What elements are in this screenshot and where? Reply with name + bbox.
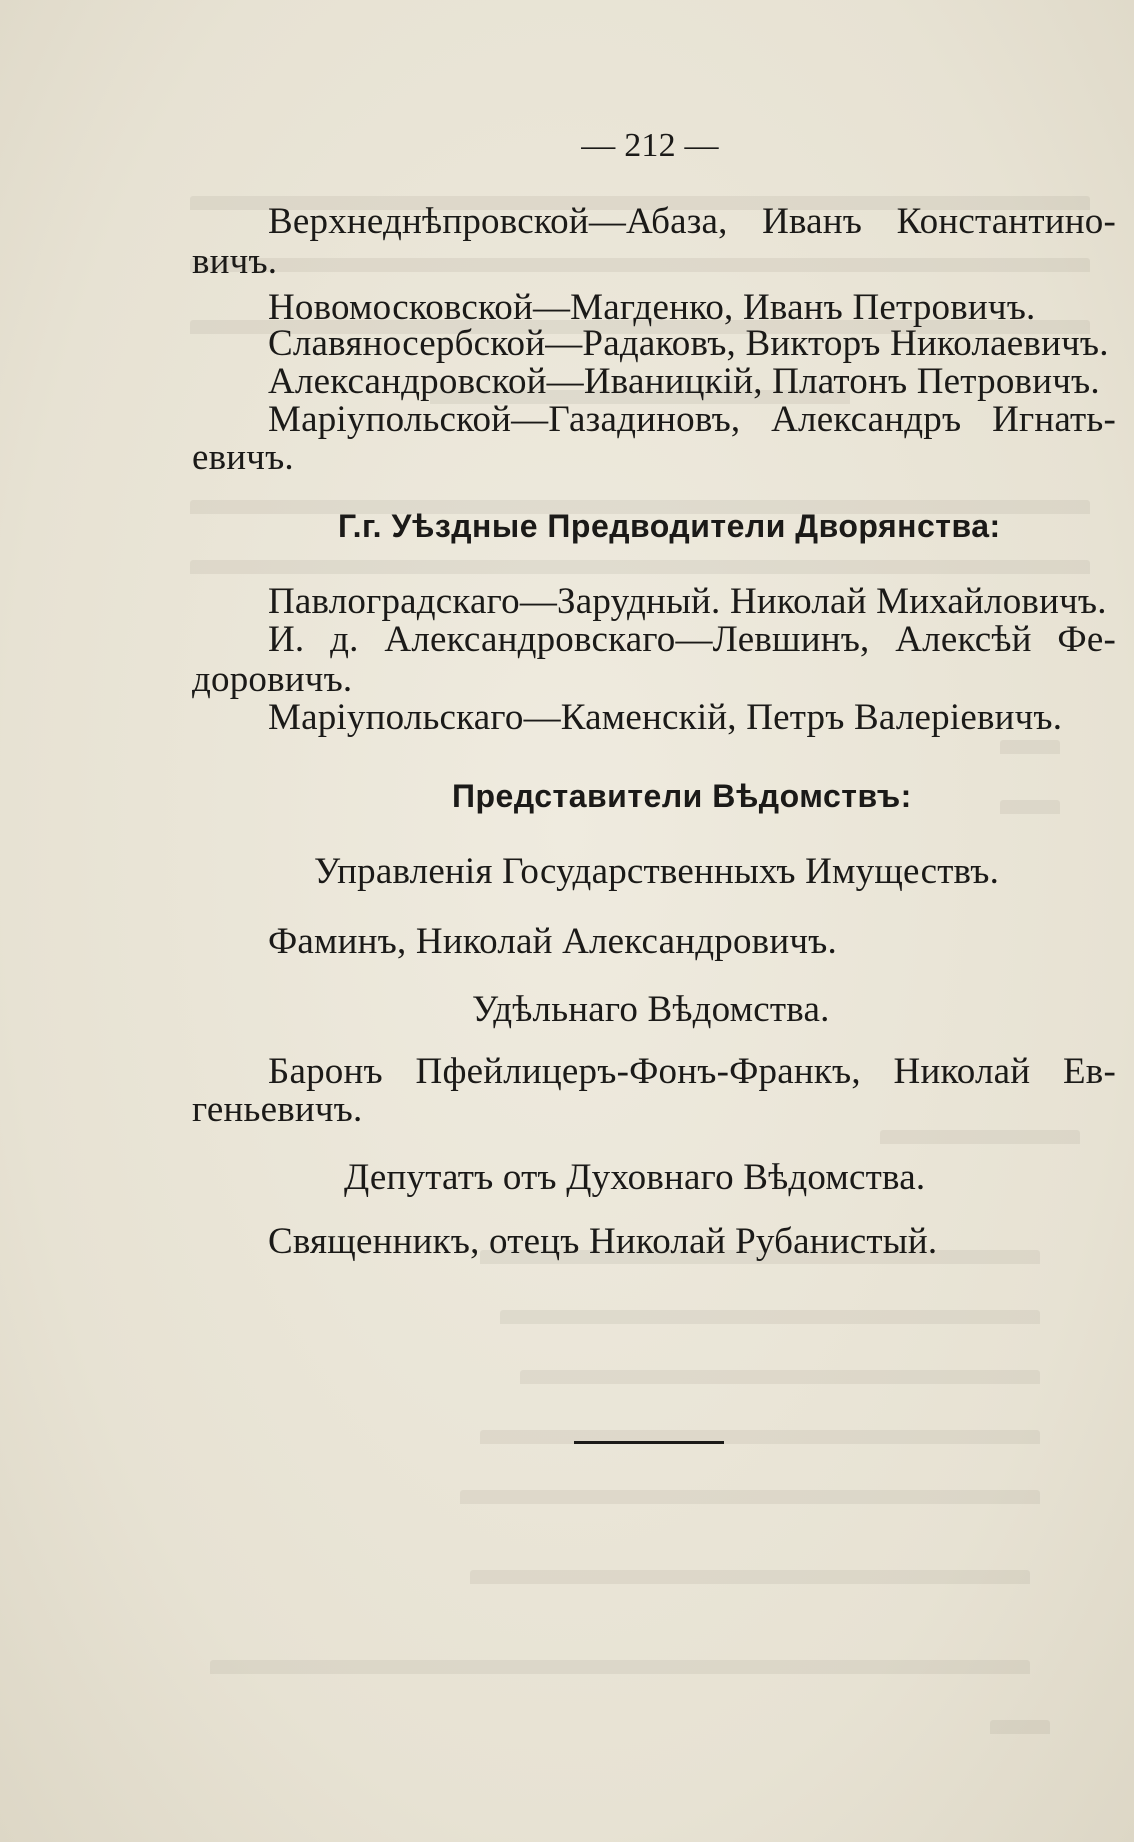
list-item: Маріупольскаго—Каменскій, Петръ Валеріевичъ. (268, 697, 1063, 738)
person-name: Священникъ, отецъ Николай Рубанистый. (268, 1221, 938, 1262)
list-item-continuation: доровичъ. (192, 659, 353, 700)
list-item: Славяносербской—Радаковъ, Викторъ Николаевичъ. (268, 323, 1109, 364)
person-name: Баронъ Пфейлицеръ-Фонъ-Франкъ, Николай Ев- (268, 1051, 1116, 1092)
page-number: — 212 — (581, 127, 719, 164)
list-item: Верхнеднѣпровской—Абаза, Иванъ Константино- (268, 201, 1116, 242)
section-title: Удѣльнаго Вѣдомства. (472, 989, 830, 1030)
list-item: Павлоградскаго—Зарудный. Николай Михайловичъ. (268, 581, 1107, 622)
section-heading: Представители Вѣдомствъ: (452, 778, 912, 814)
list-item-continuation: вичъ. (192, 241, 278, 282)
section-title: Управленія Государственныхъ Имуществъ. (314, 851, 1000, 892)
closing-rule (574, 1441, 724, 1444)
person-name: Фаминъ, Николай Александровичъ. (268, 921, 837, 962)
list-item: Маріупольской—Газадиновъ, Александръ Игнать- (268, 399, 1116, 440)
section-title: Депутатъ отъ Духовнаго Вѣдомства. (344, 1157, 926, 1198)
person-name-continuation: геньевичъ. (192, 1089, 363, 1130)
list-item-continuation: евичъ. (192, 437, 294, 478)
list-item: Александровской—Иваницкій, Платонъ Петровичъ. (268, 361, 1100, 402)
section-heading: Г.г. Уѣздные Предводители Дворянства: (338, 508, 1001, 544)
list-item: И. д. Александровскаго—Левшинъ, Алексѣй Фе- (268, 619, 1116, 660)
list-item: Новомосковской—Магденко, Иванъ Петровичъ. (268, 287, 1036, 328)
